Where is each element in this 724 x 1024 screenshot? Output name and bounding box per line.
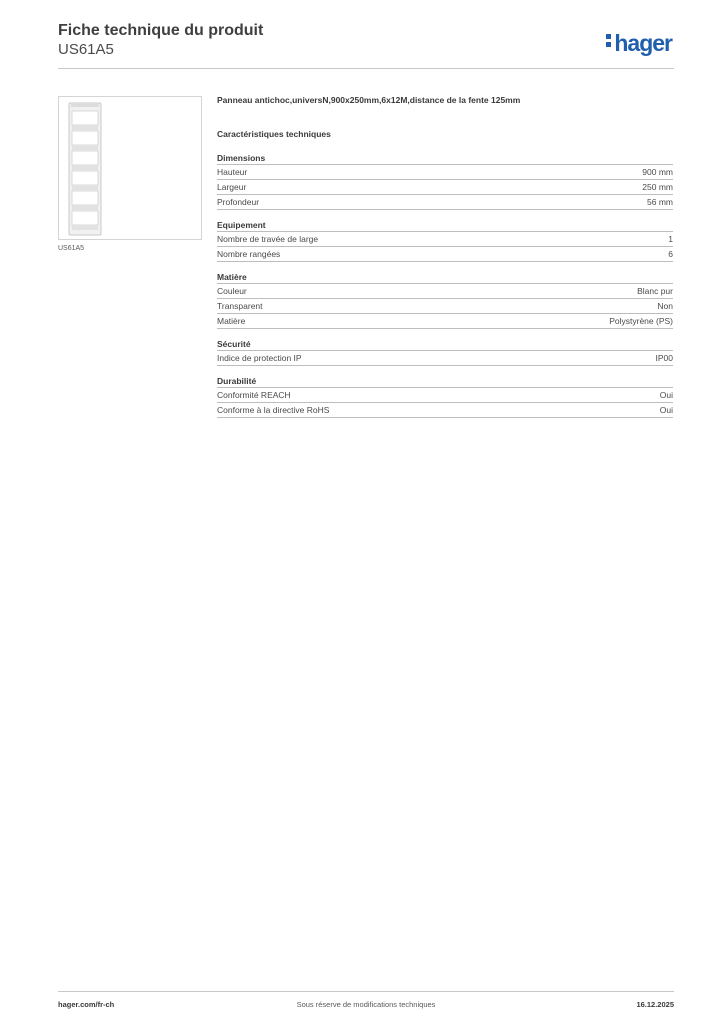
footer-date: 16.12.2025 (636, 1000, 674, 1009)
spec-value: 250 mm (642, 182, 673, 192)
spec-row (217, 165, 673, 180)
spec-groups (217, 153, 673, 418)
spec-value: IP00 (655, 353, 673, 363)
spec-value: 56 mm (647, 197, 673, 207)
spec-label: Profondeur (217, 197, 260, 207)
footer-notice: Sous réserve de modifications techniques (296, 1000, 436, 1009)
spec-row (217, 388, 673, 403)
product-details (217, 95, 673, 418)
document-title: Fiche technique du produit (58, 22, 264, 39)
spec-row (217, 351, 673, 366)
image-caption: US61A5 (58, 245, 85, 252)
spec-label: Hauteur (217, 167, 248, 177)
spec-label: Indice de protection IP (217, 353, 302, 363)
product-panel-icon (59, 97, 201, 239)
spec-group (217, 272, 673, 329)
spec-row (217, 314, 673, 329)
spec-value: Polystyrène (PS) (609, 316, 673, 326)
spec-group-title: Sécurité (217, 339, 673, 351)
spec-label: Nombre de travée de large (217, 234, 319, 244)
spec-label: Couleur (217, 286, 247, 296)
spec-label: Conformité REACH (217, 390, 291, 400)
spec-row (217, 247, 673, 262)
spec-group-title: Durabilité (217, 376, 673, 388)
spec-value: Blanc pur (637, 286, 673, 296)
spec-group-title: Dimensions (217, 153, 673, 165)
spec-group (217, 220, 673, 262)
spec-label: Nombre rangées (217, 249, 281, 259)
spec-value: Non (657, 301, 673, 311)
specs-title: Caractéristiques techniques (217, 129, 331, 139)
spec-label: Transparent (217, 301, 263, 311)
product-reference: US61A5 (58, 41, 114, 58)
spec-row (217, 299, 673, 314)
spec-row (217, 195, 673, 210)
header-divider (58, 68, 674, 69)
hager-logo (606, 30, 672, 57)
spec-group (217, 339, 673, 366)
document-footer (58, 992, 674, 1012)
document-header (58, 22, 674, 70)
spec-label: Matière (217, 316, 246, 326)
spec-row (217, 284, 673, 299)
product-description: Panneau antichoc,universN,900x250mm,6x12M,distance de la fente 125mm (217, 95, 521, 105)
spec-label: Conforme à la directive RoHS (217, 405, 330, 415)
spec-group-title: Equipement (217, 220, 673, 232)
logo-text: hager (614, 30, 672, 56)
footer-website[interactable]: hager.com/fr-ch (58, 1000, 115, 1009)
spec-group (217, 153, 673, 210)
spec-value: Oui (659, 390, 673, 400)
spec-group-title: Matière (217, 272, 673, 284)
product-image (58, 96, 202, 240)
spec-label: Largeur (217, 182, 247, 192)
spec-value: Oui (659, 405, 673, 415)
spec-row (217, 232, 673, 247)
spec-row (217, 180, 673, 195)
spec-value: 900 mm (642, 167, 673, 177)
spec-value: 1 (668, 234, 673, 244)
logo-colon-icon (606, 31, 612, 50)
spec-value: 6 (668, 249, 673, 259)
spec-group (217, 376, 673, 418)
spec-row (217, 403, 673, 418)
